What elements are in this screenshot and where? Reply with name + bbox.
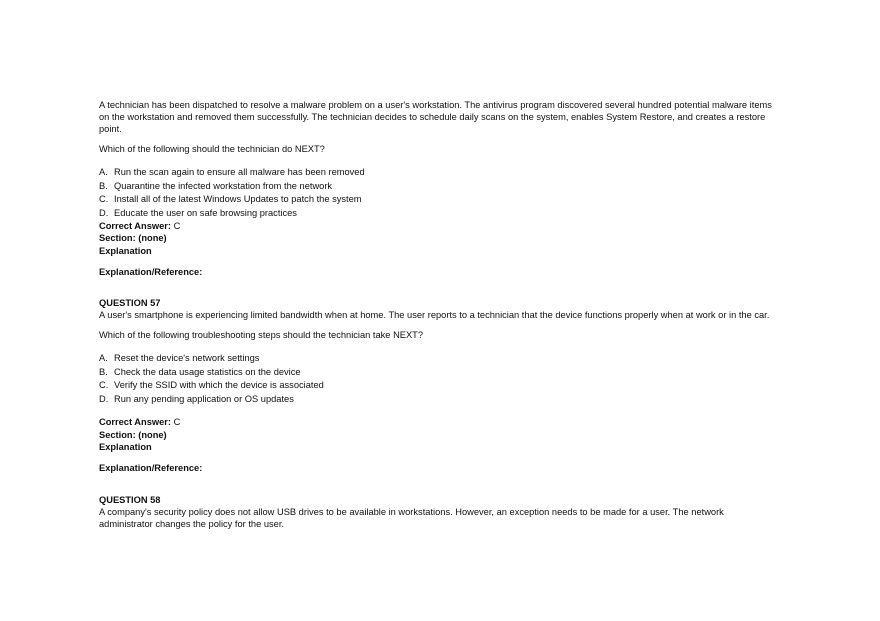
option-text: Educate the user on safe browsing practices xyxy=(114,207,297,218)
q56-options xyxy=(99,166,779,220)
q57-options xyxy=(99,352,779,406)
spacer xyxy=(99,406,779,416)
q56-question-text: A technician has been dispatched to resolve a malware problem on a user's workstation. The antivirus program discovered several hundred potential malware items on the workstation and removed them successfully. The technician decides to schedule daily scans on the system, enables System Restore, and creates a restore point. xyxy=(99,100,772,134)
spacer xyxy=(99,453,779,462)
q57-explanation-reference: Explanation/Reference: xyxy=(99,463,203,474)
q58-question-text: A company's security policy does not allow USB drives to be available in workstations. However, an exception needs to be made for a user. The network administrator changes the policy for the user. xyxy=(99,506,724,529)
document-page xyxy=(99,99,779,538)
option-text: Check the data usage statistics on the device xyxy=(114,366,301,377)
correct-answer-value: C xyxy=(170,221,181,231)
option-letter: A. xyxy=(99,353,108,364)
q58-heading: QUESTION 58 xyxy=(99,494,161,505)
option-text: Install all of the latest Windows Updates to patch the system xyxy=(114,194,362,204)
option-letter: C. xyxy=(99,194,109,204)
q56-option-b xyxy=(99,180,779,194)
option-text: Run the scan again to ensure all malware has been removed xyxy=(114,167,365,177)
q56-option-c xyxy=(99,193,779,207)
option-text: Verify the SSID with which the device is associated xyxy=(114,380,324,391)
q56-option-d xyxy=(99,207,779,221)
q57-heading: QUESTION 57 xyxy=(99,298,161,309)
option-letter: C. xyxy=(99,380,109,391)
q57-option-c xyxy=(99,379,779,393)
option-letter: D. xyxy=(99,393,109,404)
correct-answer-value: C xyxy=(170,417,181,428)
option-text: Reset the device's network settings xyxy=(114,353,260,364)
q57-explanation: Explanation xyxy=(99,442,152,453)
q56-explanation-reference: Explanation/Reference: xyxy=(99,266,203,277)
option-letter: B. xyxy=(99,180,108,191)
option-letter: D. xyxy=(99,207,109,218)
q56-prompt: Which of the following should the technician do NEXT? xyxy=(99,144,325,154)
q57-option-a xyxy=(99,352,779,366)
q57-prompt: Which of the following troubleshooting steps should the technician take NEXT? xyxy=(99,330,424,341)
q57-section: Section: (none) xyxy=(99,429,167,440)
q57-correct-answer xyxy=(99,416,779,428)
spacer xyxy=(99,257,779,266)
correct-answer-label: Correct Answer: xyxy=(99,417,171,428)
option-text: Run any pending application or OS updates xyxy=(114,393,294,404)
option-letter: A. xyxy=(99,167,108,177)
q56-option-a xyxy=(99,166,779,180)
q57-option-b xyxy=(99,366,779,380)
option-letter: B. xyxy=(99,366,108,377)
q57-question-text: A user's smartphone is experiencing limited bandwidth when at home. The user reports to a technician that the device functions properly when at work or in the car. xyxy=(99,310,770,321)
spacer xyxy=(99,475,779,494)
option-text: Quarantine the infected workstation from the network xyxy=(114,180,333,191)
q56-section: Section: (none) xyxy=(99,233,167,244)
q56-explanation: Explanation xyxy=(99,245,152,256)
spacer xyxy=(99,278,779,297)
q57-option-d xyxy=(99,393,779,407)
correct-answer-label: Correct Answer: xyxy=(99,221,171,231)
q56-correct-answer xyxy=(99,220,779,232)
